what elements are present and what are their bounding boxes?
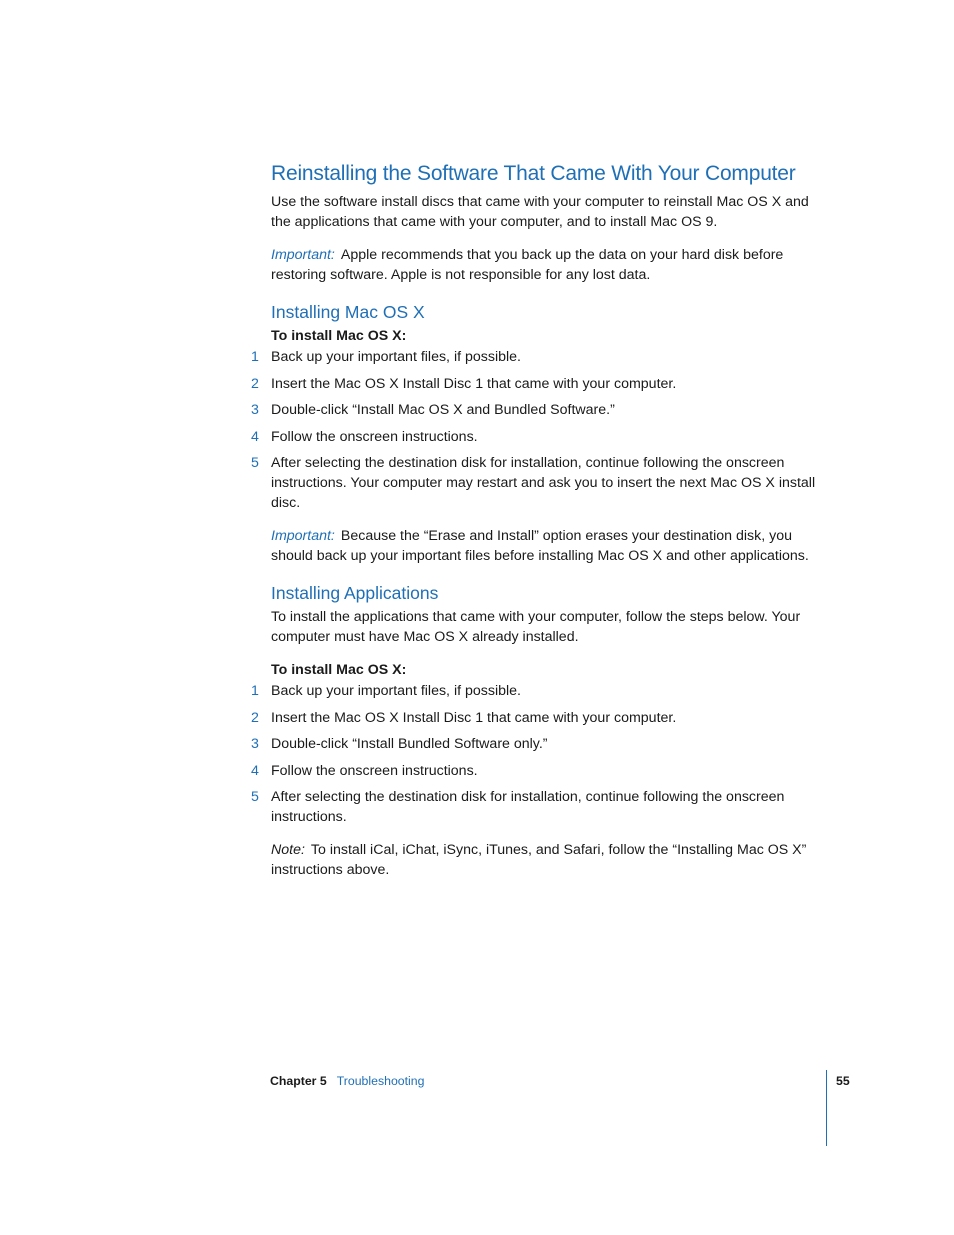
page-content bbox=[251, 160, 831, 893]
intro-paragraph: Use the software install discs that came with your computer to reinstall Mac OS X and the applications that came with your computer, and to install Mac OS 9. bbox=[271, 194, 809, 230]
step-number: 3 bbox=[251, 402, 259, 418]
step-number: 1 bbox=[251, 349, 259, 365]
procedure-heading: To install Mac OS X: bbox=[271, 662, 407, 678]
procedure-heading: To install Mac OS X: bbox=[271, 328, 407, 344]
steps-list-mac-os-x bbox=[251, 347, 831, 513]
step-item bbox=[251, 761, 831, 781]
step-number: 4 bbox=[251, 762, 259, 779]
important-text: Apple recommends that you back up the data on your hard disk before restoring software. Apple is not responsible for any lost data. bbox=[271, 247, 784, 283]
page-number: 55 bbox=[836, 1074, 850, 1088]
footer-chapter: Chapter 5 bbox=[270, 1074, 327, 1088]
step-item bbox=[251, 453, 831, 513]
step-number: 2 bbox=[251, 709, 259, 726]
step-text: Follow the onscreen instructions. bbox=[271, 762, 478, 779]
step-item bbox=[251, 787, 831, 827]
step-item bbox=[251, 708, 831, 728]
note-label: Note: bbox=[271, 842, 305, 858]
step-text: Double-click “Install Mac OS X and Bundled Software.” bbox=[271, 402, 615, 418]
step-number: 4 bbox=[251, 428, 259, 445]
step-number: 1 bbox=[251, 683, 259, 699]
important-label: Important: bbox=[271, 528, 335, 544]
step-number: 5 bbox=[251, 789, 259, 805]
section-intro: To install the applications that came with your computer, follow the steps below. Your computer must have Mac OS X already installed. bbox=[271, 609, 801, 645]
footer-divider bbox=[826, 1070, 827, 1146]
important-note-erase bbox=[271, 526, 831, 566]
important-label: Important: bbox=[271, 247, 335, 263]
important-text: Because the “Erase and Install” option erases your destination disk, you should back up your important files before installing Mac OS X and other applications. bbox=[271, 528, 809, 564]
note-text: To install iCal, iChat, iSync, iTunes, and Safari, follow the “Installing Mac OS X” instructions above. bbox=[271, 842, 807, 878]
step-text: After selecting the destination disk for installation, continue following the onscreen instructions. bbox=[271, 789, 785, 825]
page-footer bbox=[270, 1072, 424, 1090]
step-text: Back up your important files, if possible. bbox=[271, 683, 521, 699]
note-paragraph bbox=[271, 840, 831, 880]
section-title-installing-mac-os-x: Installing Mac OS X bbox=[271, 302, 425, 322]
step-text: Double-click “Install Bundled Software only.” bbox=[271, 736, 548, 752]
step-text: Back up your important files, if possible. bbox=[271, 349, 521, 365]
step-text: After selecting the destination disk for installation, continue following the onscreen instructions. Your computer may restart and ask you to insert the next Mac OS X install disc. bbox=[271, 455, 816, 511]
step-item bbox=[251, 400, 831, 420]
page-title: Reinstalling the Software That Came With Your Computer bbox=[271, 162, 796, 185]
step-text: Follow the onscreen instructions. bbox=[271, 428, 478, 445]
step-text: Insert the Mac OS X Install Disc 1 that came with your computer. bbox=[271, 709, 677, 726]
step-text: Insert the Mac OS X Install Disc 1 that came with your computer. bbox=[271, 375, 677, 392]
important-note-backup bbox=[271, 245, 831, 285]
step-number: 5 bbox=[251, 455, 259, 471]
footer-chapter-title: Troubleshooting bbox=[336, 1074, 425, 1088]
step-item bbox=[251, 374, 831, 394]
step-item bbox=[251, 347, 831, 367]
steps-list-applications bbox=[251, 681, 831, 827]
step-item bbox=[251, 734, 831, 754]
step-number: 3 bbox=[251, 736, 259, 752]
step-item bbox=[251, 681, 831, 701]
section-title-installing-applications: Installing Applications bbox=[271, 583, 439, 603]
step-number: 2 bbox=[251, 375, 259, 392]
step-item bbox=[251, 427, 831, 447]
